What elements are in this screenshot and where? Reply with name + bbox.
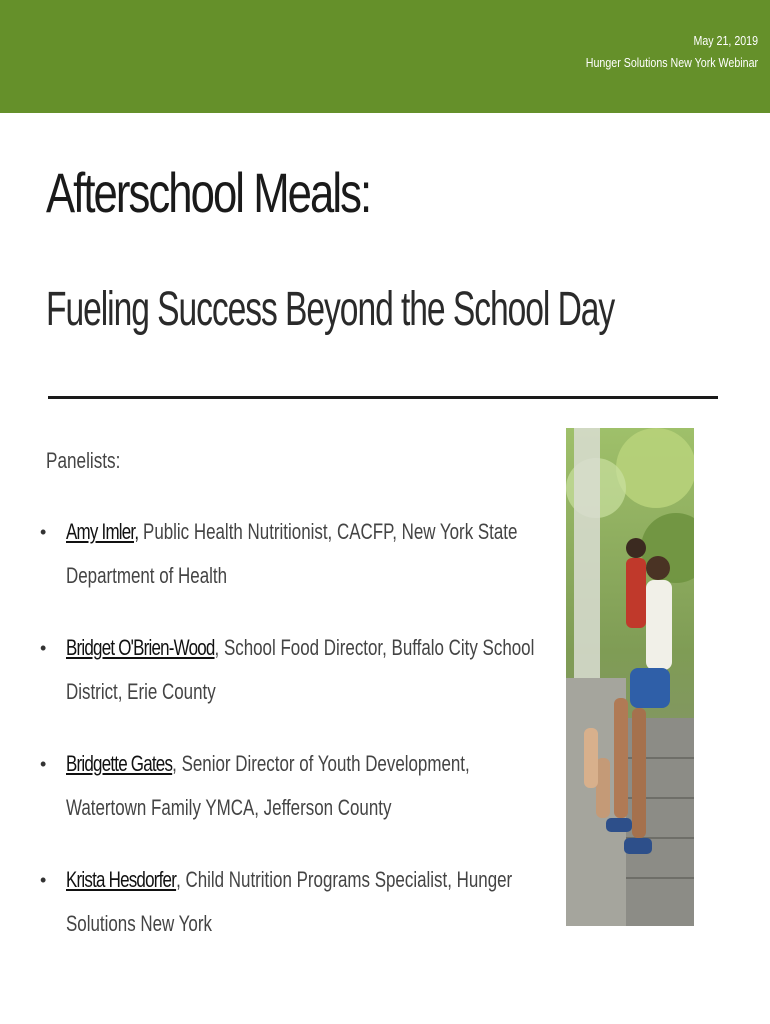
header-meta [586,30,758,74]
panelist-details: , School Food Director, Buffalo City School District, Erie County [66,635,535,704]
bullet-icon: • [40,754,47,774]
panelist-name: Amy Imler, [66,519,139,544]
panelist-details: Public Health Nutritionist, CACFP, New York State Department of Health [66,519,518,588]
panelist-text [66,858,536,946]
panelist-details: , Child Nutrition Programs Specialist, Hunger Solutions New York [66,867,513,936]
panelist-name: Krista Hesdorfer [66,867,177,892]
panelist-name: Bridgette Gates [66,751,173,776]
panelist-text [66,626,536,714]
title-divider [48,396,718,399]
header-band [0,0,770,113]
panelists-heading: Panelists: [46,448,121,473]
panelist-text [66,742,536,830]
bullet-icon: • [40,522,47,542]
page-subtitle: Fueling Success Beyond the School Day [46,283,615,336]
photo-children-eating-outdoors-icon [566,428,694,926]
page-title: Afterschool Meals: [46,161,371,224]
panelist-details: , Senior Director of Youth Development, Watertown Family YMCA, Jefferson County [66,751,470,820]
panelist-text [66,510,536,598]
webinar-name: Hunger Solutions New York Webinar [585,55,758,70]
bullet-icon: • [40,870,47,890]
webinar-date: May 21, 2019 [693,33,758,48]
panelist-name: Bridget O'Brien-Wood [66,635,215,660]
bullet-icon: • [40,638,47,658]
